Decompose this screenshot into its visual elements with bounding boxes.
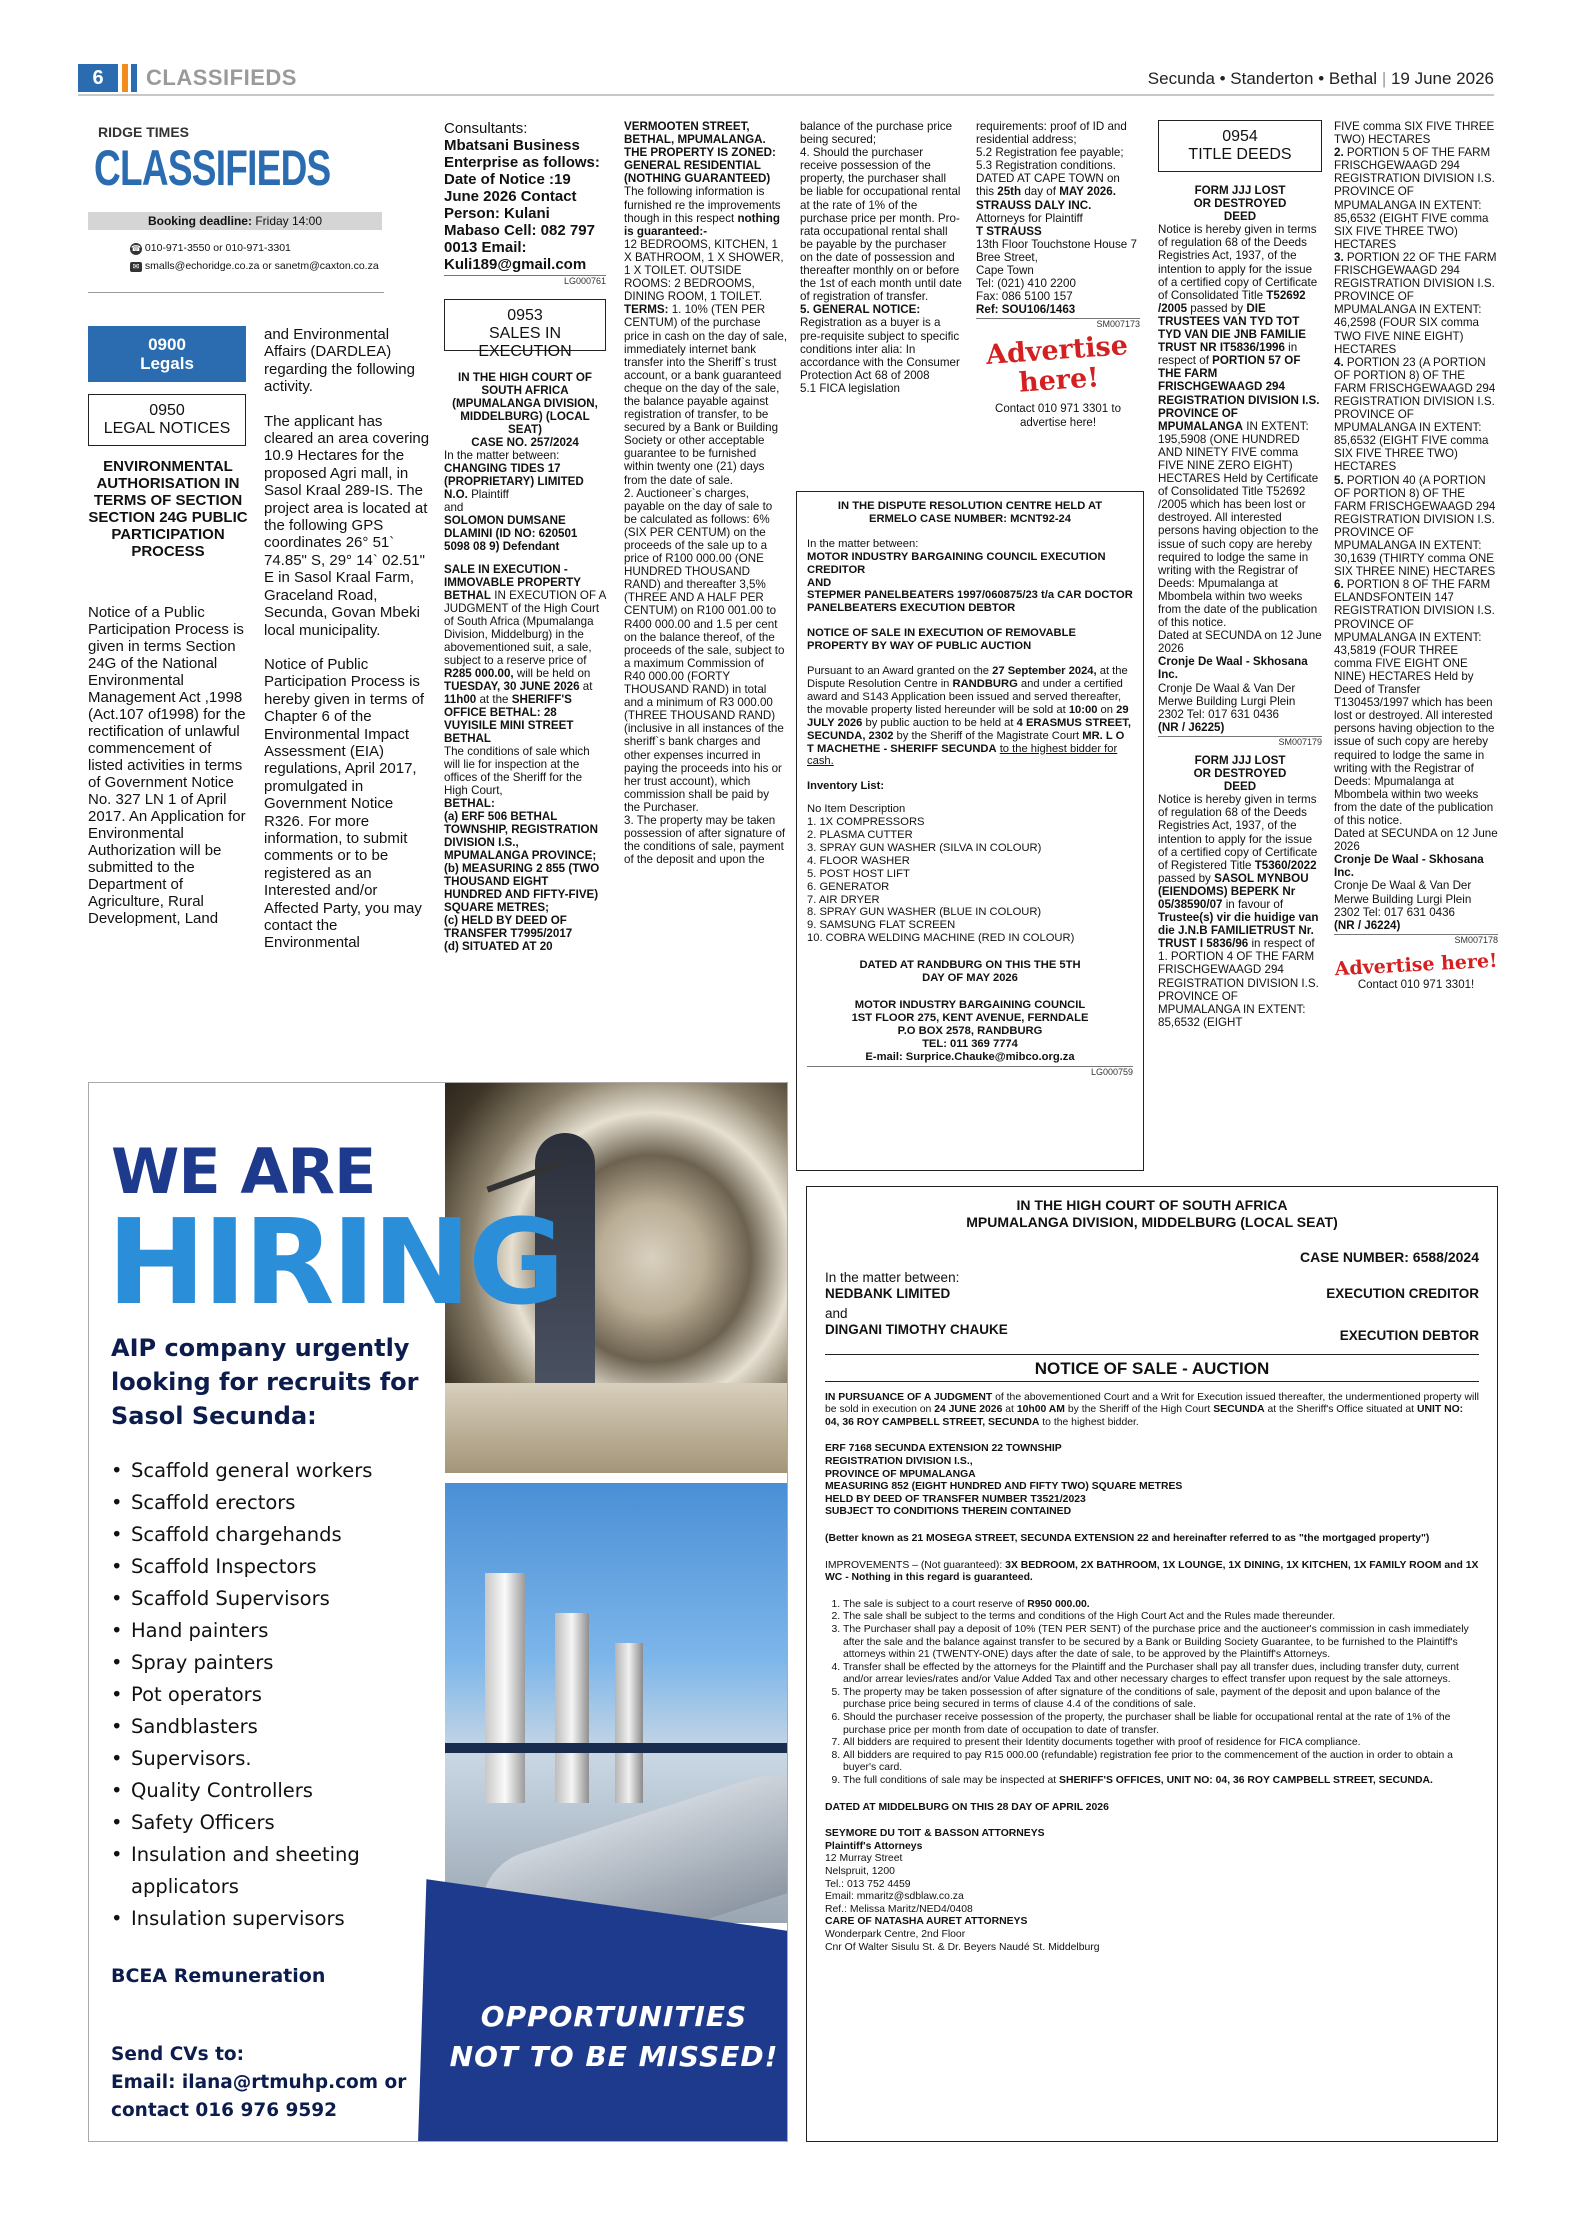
role-item: • Sandblasters	[111, 1711, 451, 1743]
hiring-advert[interactable]	[88, 1082, 788, 2142]
conditions-list: 1. The sale is subject to a court reserve of R950 000.00. 2. The sale shall be subject to the terms and conditions of the High Court Act and the Rules made thereunder. 3. The Purchaser shall pay a deposit of 10% (TEN PER SENT) of the purchase price and the auctioneer's commission in cash immediately after the sale and the balance against transfer to be secured by a Bank or Building Society Guarantee, to be furnished to the Plaintiff's attorneys within 21 (TWENTY-ONE) days after the date of sale, to be approved by the Plaintiff's Attorneys. 4. Transfer shall be effected by the attorneys for the Plaintiff and the Purchaser shall pay all transfer dues, including transfer duty, current and/or arrear levies/rates and/or Value Added Tax and other necessary charges to effect transfer upon request by the sale attorneys. 5. The property may be taken possession of after signature of the conditions of sale, payment of the deposit and upon balance of the purchase price being secured in terms of clause 4.4 of the conditions of sale. 6. Should the purchaser receive possession of the property, the purchaser shall be liable for occupational rental at the rate of 1% of the purchase price per month from date of occupation to date of transfer. 7. All bidders are required to present their Identity documents together with proof of residence for FICA compliance. 8. All bidders are required to pay R15 000.00 (refundable) registration fee prior to the commencement of the auction in order to obtain a buyer's card. 9. The full conditions of sale may be inspected at SHERIFF'S OFFICES, UNIT NO: 04, 36 ROY CAMPBELL STREET, SECUNDA.	[825, 1599, 1479, 1788]
advertise-here-ad[interactable]: Advertise here! Contact 010 971 3301 to advertise here!	[984, 330, 1129, 430]
bullet-icon: •	[111, 1619, 123, 1642]
bullet-icon: •	[111, 1587, 123, 1610]
masthead-brand: RIDGE TIMES	[98, 124, 190, 140]
opportunities-banner: OPPORTUNITIES NOT TO BE MISSED!	[449, 2000, 779, 2073]
dispute-notice-box: IN THE DISPUTE RESOLUTION CENTRE HELD AT ERMELO CASE NUMBER: MCNT92-24 In the matter between: MOTOR INDUSTRY BARGAINING COUNCIL EXECUTION CREDITOR AND STEPMER PANELBEATERS 1997/060875/23 t/a CAR DOCTOR PANELBEATERS EXECUTION DEBTOR NOTICE OF SALE IN EXECUTION OF REMOVABLE PROPERTY BY WAY OF PUBLIC AUCTION Pursuant to an Award granted on the 27 September 2024, at the Dispute Resolution Centre in RANDBURG and under a certified award and S143 Application been issued and served thereafter, the movable property listed hereunder will be sold at 10:00 on 29 JULY 2026 by public auction to be held at 4 ERASMUS STREET, SECUNDA, 2302 by the Sheriff of the Magistrate Court MR. L O T MACHETHE - SHERIFF SECUNDA to the highest bidder for cash. Inventory List: No Item Description 1. 1X COMPRESSORS 2. PLASMA CUTTER 3. SPRAY GUN WASHER (SILVA IN COLOUR) 4. FLOOR WASHER 5. POST HOST LIFT 6. GENERATOR 7. AIR DRYER 8. SPRAY GUN WASHER (BLUE IN COLOUR) 9. SAMSUNG FLAT SCREEN 10. COBRA WELDING MACHINE (RED IN COLOUR) DATED AT RANDBURG ON THIS THE 5TH DAY OF MAY 2026 MOTOR INDUSTRY BARGAINING COUNCIL 1ST FLOOR 275, KENT AVENUE, FERNDALE P.O BOX 2578, RANDBURG TEL: 011 369 7774 E-mail: Surprice.Chauke@mibco.org.za LG000759	[796, 491, 1144, 1171]
role-item: • Quality Controllers	[111, 1775, 451, 1807]
legals-column-2: and Environmental Affairs (DARDLEA) regarding the following activity. The applicant has cleared an area covering 10.9 Hectares for the proposed Agri mall, in Sasol Kraal 289-IS. The project area is located at the following GPS coordinates 26° 51` 74.85" S, 29° 14` 02.51" E in Sasol Kraal Farm, Graceland Road, Secunda, Govan Mbeki local municipality. Notice of Public Participation Process is hereby given in terms of Chapter 6 of the Environmental Impact Assessment (EIA) regulations, April 2017, promulgated in Government Notice R326. For more information, to submit comments or to be registered as an Interested and/or Affected Party, you may contact the Environmental	[264, 326, 430, 952]
inventory-item: 1. 1X COMPRESSORS	[807, 816, 925, 829]
attorney-signature: SEYMORE DU TOIT & BASSON ATTORNEYS Plaintiff's Attorneys 12 Murray Street Nelspruit, 1200 Tel.: 013 752 4459 Email: mmaritz@sdblaw.co.za Ref.: Melissa Maritz/NED4/0408 CARE OF NATASHA AURET ATTORNEYS Wonderpark Centre, 2nd Floor Cnr Of Walter Sisulu St. & Dr. Beyers Naudé St. Middelburg	[825, 1828, 1100, 1953]
title-deeds-column-8: FIVE comma SIX FIVE THREE TWO) HECTARES 2. PORTION 5 OF THE FARM FRISCHGEWAAGD 294 REGISTRATION DIVISION I.S. PROVINCE OF MPUMALANGA IN EXTENT: 85,6532 (EIGHT FIVE comma SIX FIVE THREE TWO) HECTARES 3. PORTION 22 OF THE FARM FRISCHGEWAAGD 294 REGISTRATION DIVISION I.S. PROVINCE OF MPUMALANGA IN EXTENT: 46,2598 (FOUR SIX comma TWO FIVE NINE EIGHT) HECTARES 4. PORTION 23 (A PORTION OF PORTION 8) OF THE FARM FRISCHGEWAAGD 294 REGISTRATION DIVISION I.S. PROVINCE OF MPUMALANGA IN EXTENT: 85,6532 (EIGHT FIVE comma SIX FIVE THREE TWO) HECTARES 5. PORTION 40 (A PORTION OF PORTION 8) OF THE FARM FRISCHGEWAAGD 294 REGISTRATION DIVISION I.S. PROVINCE OF MPUMALANGA IN EXTENT: 30,1639 (THIRTY comma ONE SIX THREE NINE) HECTARES 6. PORTION 8 OF THE FARM ELANDSFONTEIN 147 REGISTRATION DIVISION I.S. PROVINCE OF MPUMALANGA IN EXTENT: 43,5819 (FOUR THREE comma FIVE EIGHT ONE NINE) HECTARES Held by Deed of Transfer T130453/1997 which has been lost or destroyed. All interested persons having objection to the issue of such copy are hereby required to lodge the same in writing with the Registrar of Deeds: Mpumalanga at Mbombela within two weeks from the date of the publication of this notice. Dated at SECUNDA on 12 June 2026 Cronje De Waal - Skhosana Inc. Cronje De Waal & Van Der Merwe Building Lurgi Plein 2302 Tel: 017 631 0436 (NR / J6224) SM007178 Advertise here! Contact 010 971 3301!	[1334, 120, 1498, 991]
hiring-line1: WE ARE	[111, 1135, 376, 1208]
page-header	[78, 62, 1494, 96]
inventory-item: 10. COBRA WELDING MACHINE (RED IN COLOUR)	[807, 932, 1075, 945]
inventory-item: 4. FLOOR WASHER	[807, 854, 910, 867]
role-item: • Scaffold erectors	[111, 1487, 451, 1519]
property-description: ERF 7168 SECUNDA EXTENSION 22 TOWNSHIP REGISTRATION DIVISION I.S., PROVINCE OF MPUMALANGA MEASURING 852 (EIGHT HUNDRED AND FIFTY TWO) SQUARE METRES HELD BY DEED OF TRANSFER NUMBER T3521/2023 SUBJECT TO CONDITIONS THEREIN CONTAINED	[825, 1443, 1183, 1518]
role-item: • Safety Officers	[111, 1807, 451, 1839]
auction-notice: IN THE HIGH COURT OF SOUTH AFRICA MPUMALANGA DIVISION, MIDDELBURG (LOCAL SEAT) CASE NUMBER: 6588/2024 In the matter between: NEDBANK LIMITED EXECUTION CREDITOR and DINGANI TIMOTHY CHAUKE EXECUTION DEBTOR NOTICE OF SALE - AUCTION IN PURSUANCE OF A JUDGMENT of the abovementioned Court and a Writ for Execution issued thereafter, the undermentioned property will be sold in execution on 24 JUNE 2026 at 10h00 AM by the Sheriff of the High Court SECUNDA at the Sheriff's Office situated at UNIT NO: 04, 36 ROY CAMPBELL STREET, SECUNDA to the highest bidder. ERF 7168 SECUNDA EXTENSION 22 TOWNSHIP REGISTRATION DIVISION I.S., PROVINCE OF MPUMALANGA MEASURING 852 (EIGHT HUNDRED AND FIFTY TWO) SQUARE METRES HELD BY DEED OF TRANSFER NUMBER T3521/2023 SUBJECT TO CONDITIONS THEREIN CONTAINED (Better known as 21 MOSEGA STREET, SECUNDA EXTENSION 22 and hereinafter referred to as "the mortgaged property") IMPROVEMENTS – (Not guaranteed): 3X BEDROOM, 2X BATHROOM, 1X LOUNGE, 1X DINING, 1X KITCHEN, 1X FAMILY ROOM and 1X WC - Nothing in this regard is guaranteed. 1. The sale is subject to a court reserve of R950 000.00. 2. The sale shall be subject to the terms and conditions of the High Court Act and the Rules made thereunder. 3. The Purchaser shall pay a deposit of 10% (TEN PER SENT) of the purchase price and the auctioneer's commission in cash immediately after the sale and the balance against transfer to be secured by a Bank or Building Society Guarantee, to be furnished to the Plaintiff's attorneys within 21 (TWENTY-ONE) days after the date of sale, to be approved by the Plaintiff's Attorneys. 4. Transfer shall be effected by the attorneys for the Plaintiff and the Purchaser shall pay all transfer dues, including transfer duty, current and/or arrear levies/rates and/or Value Added Tax and other necessary charges to effect transfer upon request by the sale attorneys. 5. The property may be taken possession of after signature of the conditions of sale, payment of the deposit and upon balance of the purchase price being secured in terms of clause 4.4 of the conditions of sale. 6. Should the purchaser receive possession of the property, the purchaser shall be liable for occupational rental at the rate of 1% of the purchase price per month from date of occupation to date of transfer. 7. All bidders are required to present their Identity documents together with proof of residence for FICA compliance. 8. All bidders are required to pay R15 000.00 (refundable) registration fee prior to the commencement of the auction in order to obtain a buyer's card. 9. The full conditions of sale may be inspected at SHERIFF'S OFFICES, UNIT NO: 04, 36 ROY CAMPBELL STREET, SECUNDA. DATED AT MIDDELBURG ON THIS 28 DAY OF APRIL 2026 SEYMORE DU TOIT & BASSON ATTORNEYS Plaintiff's Attorneys 12 Murray Street Nelspruit, 1200 Tel.: 013 752 4459 Email: mmaritz@sdblaw.co.za Ref.: Melissa Maritz/NED4/0408 CARE OF NATASHA AURET ATTORNEYS Wonderpark Centre, 2nd Floor Cnr Of Walter Sisulu St. & Dr. Beyers Naudé St. Middelburg	[806, 1186, 1498, 2142]
phone-icon: ☎	[131, 244, 141, 253]
hiring-subtitle: AIP company urgently looking for recruits for Sasol Secunda:	[111, 1334, 419, 1430]
condition-item: 8. All bidders are required to pay R15 000.00 (refundable) registration fee prior to the commencement of the auction in order to obtain a buyer's card.	[843, 1750, 1479, 1775]
bullet-icon: •	[111, 1907, 123, 1930]
roles-list	[111, 1455, 451, 1935]
legals-badge: 0900 Legals	[88, 326, 246, 382]
notice-of-sale-title: NOTICE OF SALE - AUCTION	[1034, 1358, 1270, 1378]
legals-column-1	[88, 326, 248, 927]
masthead-phone: ☎ 010-971-3550 or 010-971-3301	[131, 242, 291, 254]
role-item: • Spray painters	[111, 1647, 451, 1679]
condition-item: 2. The sale shall be subject to the terms and conditions of the High Court Act and the Rules made thereunder.	[843, 1611, 1479, 1624]
mail-icon: ✉	[130, 262, 142, 272]
bullet-icon: •	[111, 1459, 123, 1482]
bullet-icon: •	[111, 1811, 123, 1834]
contact-email[interactable]: Email: ilana@rtmuhp.com or	[111, 2072, 407, 2093]
condition-item: 6. Should the purchaser receive possession of the property, the purchaser shall be liable for occupational rental at the rate of 1% of the purchase price per month from date of occupation to date of transfer.	[843, 1712, 1479, 1737]
legal-notices-header: 0950 LEGAL NOTICES	[88, 394, 246, 446]
masthead-email: ✉ smalls@echoridge.co.za or sanetm@caxton.co.za	[130, 260, 379, 272]
role-item: • Insulation supervisors	[111, 1903, 451, 1935]
sales-column-6: requirements: proof of ID and residential address; 5.2 Registration fee payable; 5.3 Registration conditions. DATED AT CAPE TOWN on this 25th day of MAY 2026. STRAUSS DALY INC. Attorneys for Plaintiff T STRAUSS 13th Floor Touchstone House 7 Bree Street, Cape Town Tel: (021) 410 2200 Fax: 086 5100 157 Ref: SOU106/1463 SM007173 Advertise here! Contact 010 971 3301 to advertise here!	[976, 120, 1140, 430]
title-deeds-header: 0954 TITLE DEEDS	[1158, 120, 1322, 172]
sales-in-execution-header: 0953 SALES IN EXECUTION	[444, 299, 606, 351]
classifieds-masthead	[88, 120, 388, 300]
inventory-list	[807, 816, 1133, 945]
condition-item: 4. Transfer shall be effected by the attorneys for the Plaintiff and the Purchaser shall pay all transfer dues, including transfer duty, current and/or arrear levies/rates and/or Value Added Tax and other necessary charges to effect transfer upon request by the sale attorneys.	[843, 1662, 1479, 1687]
role-item: • Pot operators	[111, 1679, 451, 1711]
inventory-item: 9. SAMSUNG FLAT SCREEN	[807, 919, 956, 932]
role-item: • Hand painters	[111, 1615, 451, 1647]
condition-item: 5. The property may be taken possession of after signature of the conditions of sale, payment of the deposit and upon balance of the purchase price being secured in terms of clause 4.4 of the conditions of sale.	[843, 1687, 1479, 1712]
bullet-icon: •	[111, 1523, 123, 1546]
notice-body: Notice of a Public Participation Process is given in terms Section 24G of the National Environmental Management Act ,1998 (Act.107 of1998) for the rectification of unlawful commencement of listed activities in terms of Government Notice No. 327 LN 1 of April 2017. An Application for Environmental Authorization will be submitted to the Department of Agriculture, Rural Development, Land	[88, 604, 246, 927]
condition-item: 3. The Purchaser shall pay a deposit of 10% (TEN PER SENT) of the purchase price and the auctioneer's commission in cash immediately after the sale and the balance against transfer to be secured by a Bank or Building Society Guarantee, to be furnished to the Plaintiff's attorneys within 21 (TWENTY-ONE) days after the date of sale, to be approved by the Plaintiff's Attorneys.	[843, 1624, 1479, 1662]
booking-deadline: Booking deadline: Friday 14:00	[88, 212, 382, 230]
role-item: • Supervisors.	[111, 1743, 451, 1775]
hiring-line2: HIRING	[107, 1193, 563, 1331]
sales-column-4: VERMOOTEN STREET, BETHAL, MPUMALANGA. THE PROPERTY IS ZONED: GENERAL RESIDENTIAL (NOTHING GUARANTEED) The following information is furnished re the improvements though in this respect nothing is guaranteed:- 12 BEDROOMS, KITCHEN, 1 X BATHROOM, 1 X SHOWER, 1 X TOILET. OUTSIDE ROOMS: 2 BEDROOMS, DINING ROOM, 1 TOILET. TERMS: 1. 10% (TEN PER CENTUM) of the purchase price in cash on the day of sale, immediately internet bank transfer into the Sheriff`s trust account, or a bank guaranteed cheque on the day of the sale, the balance payable against registration of transfer, to be secured by a Bank or Building Society or other acceptable guarantee to be furnished within twenty one (21) days from the date of sale. 2. Auctioneer`s charges, payable on the day of sale to be calculated as follows: 6% (SIX PER CENTUM) on the proceeds of the sale up to a price of R100 000.00 (ONE HUNDRED THOUSAND RAND) and thereafter 3,5% (THREE AND A HALF PER CENTUM) on R100 001.00 to R400 000.00 and 1.5 per cent on the balance thereof, of the proceeds of the sale, subject to a maximum Commission of R40 000.00 (FORTY THOUSAND RAND) in total and a minimum of R3 000.00 (THREE THOUSAND RAND) (inclusive in all instances of the sheriff`s bank charges and other expenses incurred in paying the proceeds into his or her trust account), which commission shall be paid by the Purchaser. 3. The property may be taken possession of after signature of the conditions of sale, payment of the deposit and upon the	[624, 120, 788, 867]
inventory-item: 8. SPRAY GUN WASHER (BLUE IN COLOUR)	[807, 906, 1042, 919]
condition-item: 9. The full conditions of sale may be inspected at SHERIFF'S OFFICES, UNIT NO: 04, 36 ROY CAMPBELL STREET, SECUNDA.	[843, 1775, 1479, 1788]
section-title: CLASSIFIEDS	[146, 65, 297, 90]
edition-date: Secunda • Standerton • Bethal | 19 June 2026	[1147, 69, 1494, 88]
sales-column-3: Consultants: Mbatsani Business Enterprise as follows: Date of Notice :19 June 2026 Contact Person: Kulani Mabaso Cell: 082 797 0013 Email: Kuli189@gmail.com LG000761 0953 SALES IN EXECUTION IN THE HIGH COURT OF SOUTH AFRICA (MPUMALANGA DIVISION, MIDDELBURG) (LOCAL SEAT) CASE NO. 257/2024 In the matter between: CHANGING TIDES 17 (PROPRIETARY) LIMITED N.O. Plaintiff and SOLOMON DUMSANE DLAMINI (ID NO: 620501 5098 08 9) Defendant SALE IN EXECUTION - IMMOVABLE PROPERTY BETHAL IN EXECUTION OF A JUDGMENT of the High Court of South Africa (Mpumalanga Division, Middelburg) in the abovementioned suit, a sale, subject to a reserve price of R285 000.00, will be held on TUESDAY, 30 JUNE 2026 at 11h00 at the SHERIFF'S OFFICE BETHAL: 28 VUYISILE MINI STREET BETHAL The conditions of sale which will lie for inspection at the offices of the Sheriff for the High Court, BETHAL: (a) ERF 506 BETHAL TOWNSHIP, REGISTRATION DIVISION I.S., MPUMALANGA PROVINCE; (b) MEASURING 2 855 (TWO THOUSAND EIGHT HUNDRED AND FIFTY-FIVE) SQUARE METRES; (c) HELD BY DEED OF TRANSFER T7995/2017 (d) SITUATED AT 20	[444, 120, 606, 953]
role-item: • Scaffold general workers	[111, 1455, 451, 1487]
page-number: 6	[78, 64, 118, 92]
bullet-icon: •	[111, 1715, 123, 1738]
title-deeds-column-7: 0954 TITLE DEEDS FORM JJJ LOST OR DESTROYED DEED Notice is hereby given in terms of regulation 68 of the Deeds Registries Act, 1937, of the intention to apply for the issue of a certified copy of Certificate of Consolidated Title T52692 /2005 passed by DIE TRUSTEES VAN TYD TOT TYD VAN DIE JNB FAMILIE TRUST NR IT5836/1996 in respect of PORTION 57 OF THE FARM FRISCHGEWAAGD 294 REGISTRATION DIVISION I.S. PROVINCE OF MPUMALANGA IN EXTENT: 195,5908 (ONE HUNDRED AND NINETY FIVE comma FIVE NINE ZERO EIGHT) HECTARES Held by Certificate of Consolidated Title T52692 /2005 which has been lost or destroyed. All interested persons having objection to the issue of such copy are hereby required to lodge the same in writing with the Registrar of Deeds: Mpumalanga at Mbombela within two weeks from the date of the publication of this notice. Dated at SECUNDA on 12 June 2026 Cronje De Waal - Skhosana Inc. Cronje De Waal & Van Der Merwe Building Lurgi Plein 2302 Tel: 017 631 0436 (NR / J6225) SM007179 FORM JJJ LOST OR DESTROYED DEED Notice is hereby given in terms of regulation 68 of the Deeds Registries Act, 1937, of the intention to apply for the issue of a certified copy of Certificate of Registered Title T5360/2022 passed by SASOL MYNBOU (EIENDOMS) BEPERK Nr 05/38590/07 in favour of Trustee(s) vir die huidige van die J.N.B FAMILIETRUST Nr. TRUST I 5836/96 in respect of 1. PORTION 4 OF THE FARM FRISCHGEWAAGD 294 REGISTRATION DIVISION I.S. PROVINCE OF MPUMALANGA IN EXTENT: 85,6532 (EIGHT	[1158, 120, 1322, 1029]
bullet-icon: •	[111, 1843, 123, 1866]
condition-item: 7. All bidders are required to present their Identity documents together with proof of residence for FICA compliance.	[843, 1737, 1479, 1750]
role-item: • Scaffold chargehands	[111, 1519, 451, 1551]
bullet-icon: •	[111, 1491, 123, 1514]
role-item: • Scaffold Supervisors	[111, 1583, 451, 1615]
bullet-icon: •	[111, 1779, 123, 1802]
plant-photo	[445, 1483, 788, 1923]
bullet-icon: •	[111, 1683, 123, 1706]
role-item: • Scaffold Inspectors	[111, 1551, 451, 1583]
bullet-icon: •	[111, 1555, 123, 1578]
edition: Secunda • Standerton • Bethal	[1147, 69, 1378, 88]
issue-date: 19 June 2026	[1390, 69, 1494, 88]
contact-phone[interactable]: contact 016 976 9592	[111, 2100, 338, 2121]
header-divider-bars	[122, 64, 128, 92]
inventory-item: 3. SPRAY GUN WASHER (SILVA IN COLOUR)	[807, 841, 1042, 854]
inventory-item: 6. GENERATOR	[807, 880, 890, 893]
masthead-title: CLASSIFIEDS	[94, 140, 331, 196]
bullet-icon: •	[111, 1747, 123, 1770]
bcea-remuneration: BCEA Remuneration	[111, 1965, 326, 1987]
send-cvs: Send CVs to: Email: ilana@rtmuhp.com or contact 016 976 9592	[111, 2041, 406, 2125]
bullet-icon: •	[111, 1651, 123, 1674]
advertise-here-ad-2[interactable]: Advertise here! Contact 010 971 3301!	[1334, 949, 1498, 991]
notice-title: ENVIRONMENTAL AUTHORISATION IN TERMS OF SECTION SECTION 24G PUBLIC PARTICIPATION PROCESS	[88, 458, 248, 560]
inventory-item: 5. POST HOST LIFT	[807, 867, 910, 880]
sales-column-5: balance of the purchase price being secured; 4. Should the purchaser receive possession of the property, the purchaser shall be liable for occupational rental at the rate of 1% of the purchase price per month. Pro-rata occupational rental shall be payable by the purchaser on the date of possession and thereafter monthly on or before the 1st of each month until date of registration of transfer. 5. GENERAL NOTICE: Registration as a buyer is a pre-requisite subject to specific conditions inter alia: In accordance with the Consumer Protection Act 68 of 2008 5.1 FICA legislation	[800, 120, 962, 395]
role-item: • Insulation and sheeting applicators	[111, 1839, 451, 1903]
inventory-item: 2. PLASMA CUTTER	[807, 829, 913, 842]
inventory-item: 7. AIR DRYER	[807, 893, 880, 906]
